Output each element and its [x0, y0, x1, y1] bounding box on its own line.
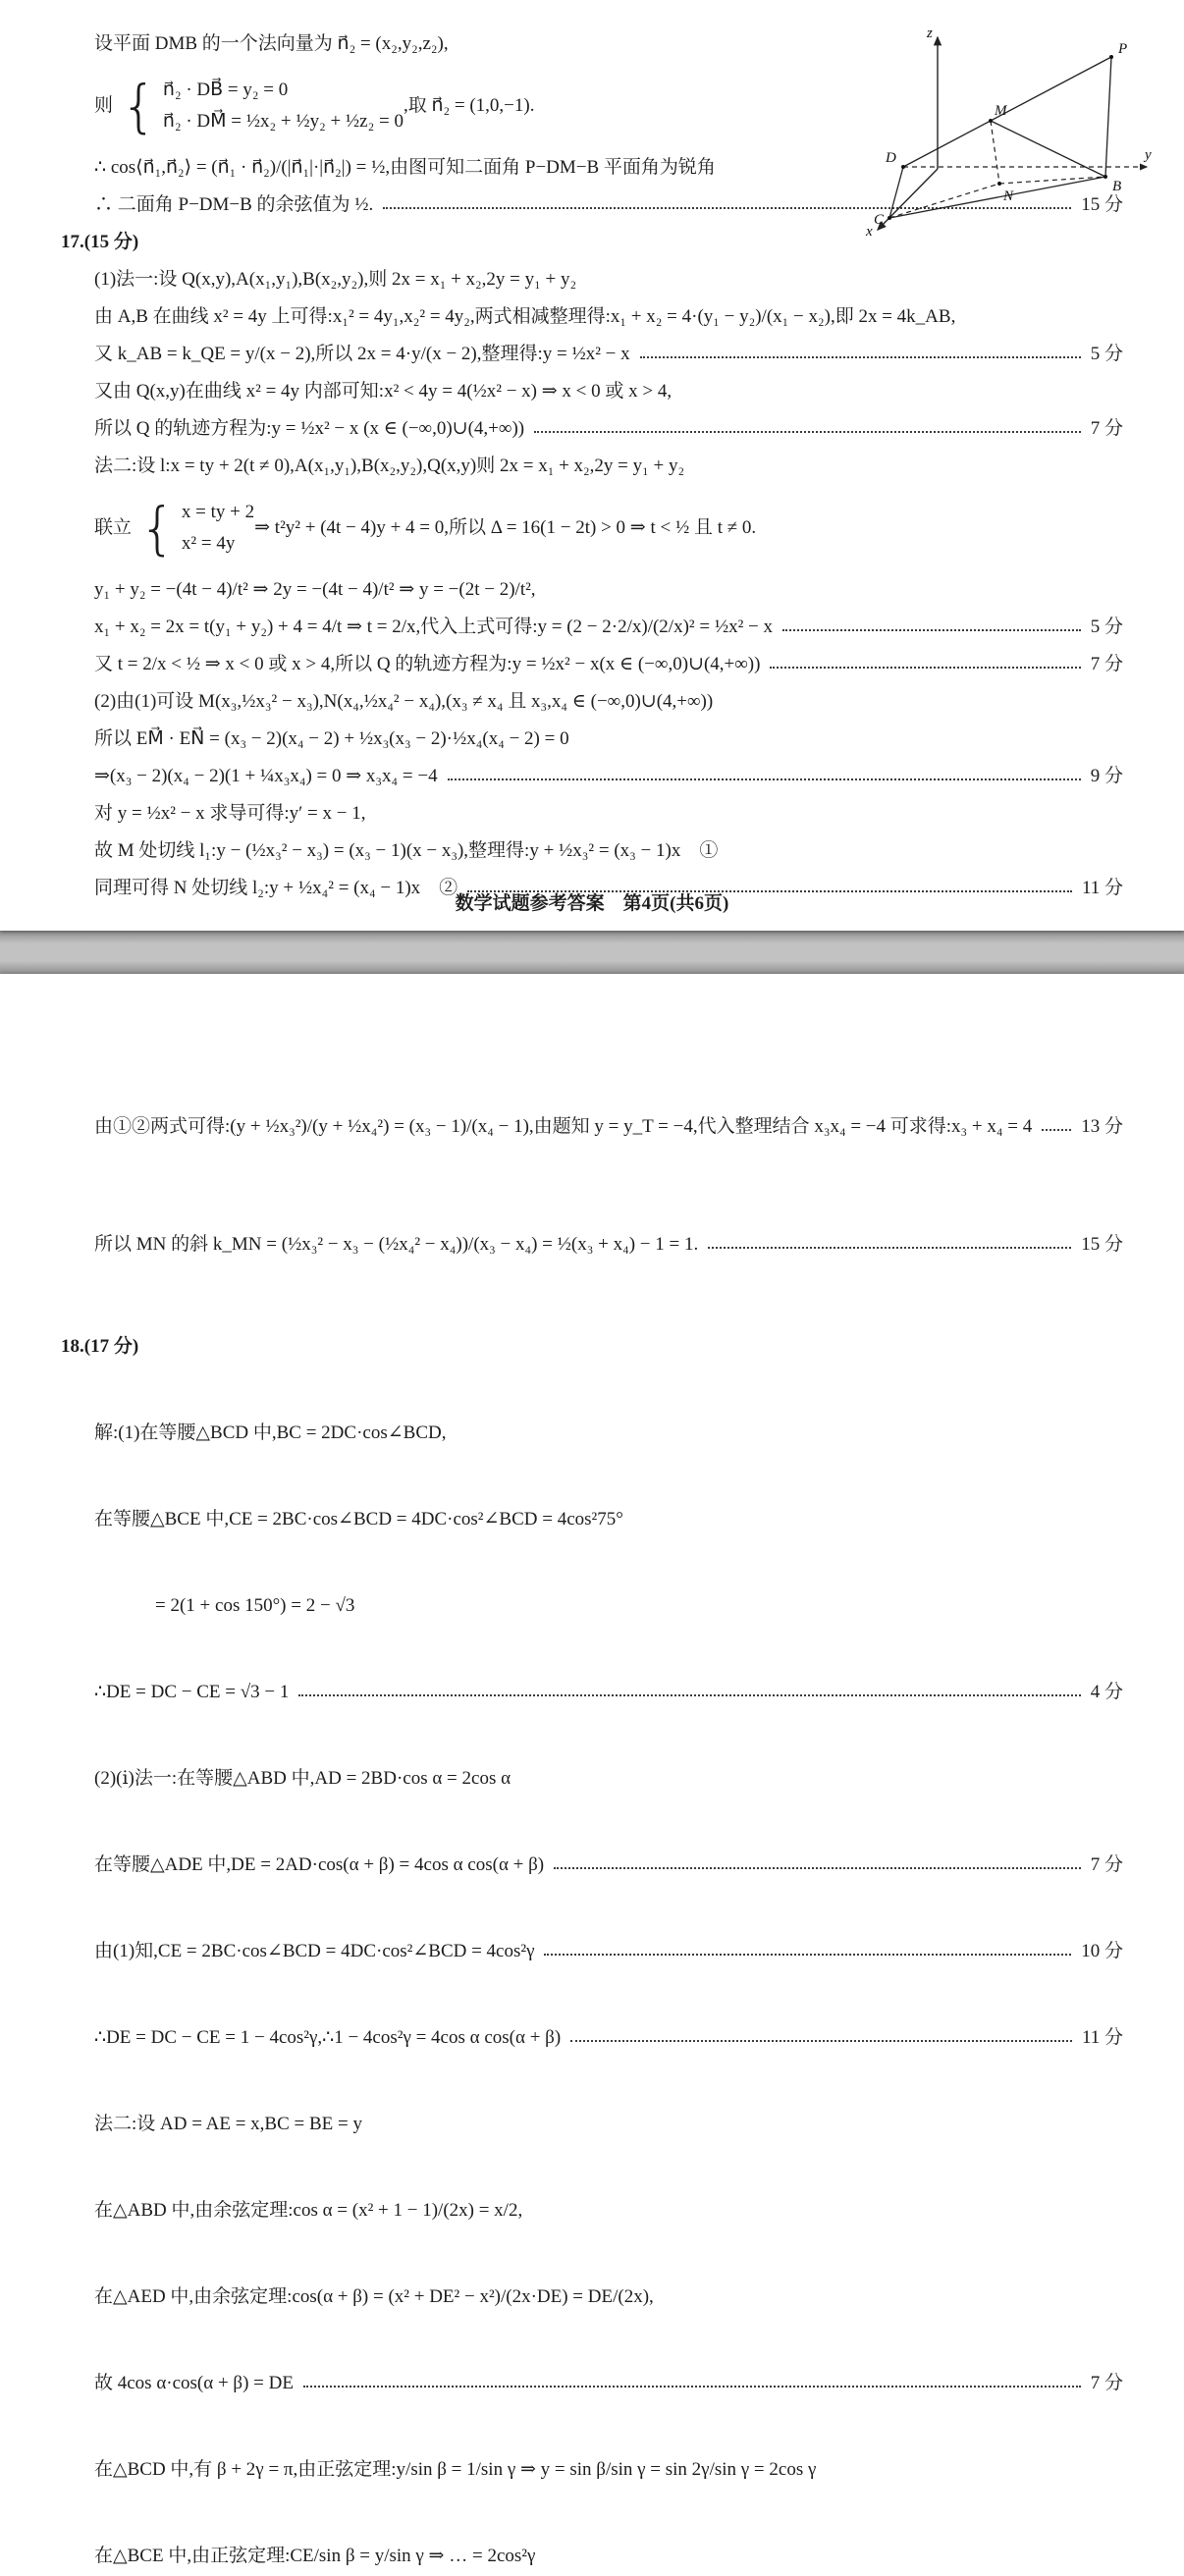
math-text-line [61, 1908, 1123, 1995]
point-label-M: M [995, 103, 1007, 119]
point-N [997, 182, 1001, 186]
score-label: 9 分 [1090, 766, 1123, 787]
page2-content [61, 1068, 1123, 2576]
line-text: (2)由(1)可设 M(x₃,½x₃² − x₃),N(x₄,½x₄² − x₄),(x₃ ≠ x₄ 且 x₃,x₄ ∈ (−∞,0)∪(4,+∞)) [94, 691, 714, 713]
math-text-line [61, 336, 1123, 373]
page-footer: 数学试题参考答案 第4页(共6页) [455, 893, 729, 914]
line-text: = 2(1 + cos 150°) = 2 − √3 [155, 1595, 355, 1617]
line-text: ∴ 二面角 P−DM−B 的余弦值为 ½. [94, 194, 374, 216]
line-text: 法二:设 l:x = ty + 2(t ≠ 0),A(x₁,y₁),B(x₂,y₂),Q(x,y)则 2x = x₁ + x₂,2y = y₁ + y₂ [94, 456, 685, 477]
score-label: 13 分 [1081, 1116, 1123, 1138]
math-text-line [61, 646, 1123, 683]
math-text-line [61, 1649, 1123, 1736]
math-text-line [61, 832, 1123, 870]
line-text: 又 t = 2/x < ½ ⇒ x < 0 或 x > 4,所以 Q 的轨迹方程为:y = ½x² − x(x ∈ (−∞,0)∪(4,+∞)) [94, 654, 761, 675]
line-text: (2)(ⅰ)法一:在等腰△ABD 中,AD = 2BD·cos α = 2cos α [94, 1768, 511, 1790]
cases-suffix: ⇒ t²y² + (4t − 4)y + 4 = 0,所以 Δ = 16(1 − 2t) > 0 ⇒ t < ½ 且 t ≠ 0. [254, 517, 757, 539]
line-text: 由 A,B 在曲线 x² = 4y 上可得:x₁² = 4y₁,x₂² = 4y₂,两式相减整理得:x₁ + x₂ = 4·(y₁ − y₂)/(x₁ − x₂),即 2x = 4k_AB, [94, 306, 956, 328]
line-text: 对 y = ½x² − x 求导可得:y′ = x − 1, [94, 803, 366, 825]
dot-leader [554, 1867, 1081, 1869]
point-label-C: C [874, 212, 885, 228]
line-text: 解:(1)在等腰△BCD 中,BC = 2DC·cos∠BCD, [94, 1422, 447, 1444]
math-text-line [61, 683, 1123, 721]
score-label: 11 分 [1081, 2027, 1123, 2049]
math-text-line [61, 2168, 1123, 2254]
answer-page-5 [0, 974, 1184, 2576]
cases-rows [182, 500, 254, 556]
line-text: 在△BCE 中,由正弦定理:CE/sin β = y/sin γ ⇒ … = 2cos²γ [94, 2546, 536, 2567]
cases-rows [163, 78, 404, 134]
point-B [1103, 175, 1107, 179]
line-text: 所以 MN 的斜 k_MN = (½x₃² − x₃ − (½x₄² − x₄))/(x₃ − x₄) = ½(x₃ + x₄) − 1 = 1. [94, 1234, 699, 1256]
line-text: ∴DE = DC − CE = √3 − 1 [94, 1682, 290, 1703]
math-text-line [61, 448, 1123, 485]
point-label-D: D [886, 150, 896, 166]
line-text: 在△BCD 中,有 β + 2γ = π,由正弦定理:y/sin β = 1/sin γ ⇒ y = sin β/sin γ = sin 2γ/sin γ = 2cos γ [94, 2459, 817, 2481]
axis-x-label: x [866, 224, 873, 238]
line-text: 所以 Q 的轨迹方程为:y = ½x² − x (x ∈ (−∞,0)∪(4,+∞)) [94, 418, 525, 440]
dot-leader [708, 1247, 1071, 1249]
edge-DP [903, 57, 1111, 167]
math-text-line [61, 2081, 1123, 2168]
line-text: 17.(15 分) [61, 232, 139, 253]
math-text-line [61, 1822, 1123, 1908]
math-text-line [61, 2513, 1123, 2576]
point-C [888, 216, 891, 220]
line-text: 故 4cos α·cos(α + β) = DE [94, 2373, 294, 2394]
line-text: 又由 Q(x,y)在曲线 x² = 4y 内部可知:x² < 4y = 4(½x² − x) ⇒ x < 0 或 x > 4, [94, 381, 673, 402]
cases-row: x² = 4y [181, 533, 236, 554]
line-text: 18.(17 分) [61, 1336, 139, 1358]
math-text-line [61, 1304, 1123, 1390]
dot-leader [570, 2040, 1072, 2042]
point-D [901, 165, 905, 169]
math-text-line [61, 410, 1123, 448]
math-text-line [61, 1995, 1123, 2081]
geometry-svg [844, 22, 1158, 238]
left-brace-glyph: { [121, 72, 157, 139]
line-text: 在△ABD 中,由余弦定理:cos α = (x² + 1 − 1)/(2x) = x/2, [94, 2200, 523, 2222]
math-text-line [61, 1563, 1123, 1649]
edge-MB [991, 121, 1105, 177]
dot-leader [448, 778, 1081, 780]
math-text-line [61, 1476, 1123, 1563]
line-text: (1)法一:设 Q(x,y),A(x₁,y₁),B(x₂,y₂),则 2x = x₁ + x₂,2y = y₁ + y₂ [94, 269, 577, 291]
line-text: 在等腰△ADE 中,DE = 2AD·cos(α + β) = 4cos α cos(α + β) [94, 1854, 545, 1876]
cases-prefix: 则 [94, 95, 114, 117]
point-P [1109, 55, 1113, 59]
edge-CB [889, 177, 1105, 218]
point-label-B: B [1112, 179, 1122, 194]
line-text: 由(1)知,CE = 2BC·cos∠BCD = 4DC·cos²∠BCD = 4cos²γ [94, 1941, 535, 1962]
line-text: ∴ cos⟨n⃗₁,n⃗₂⟩ = (n⃗₁ · n⃗₂)/(|n⃗₁|·|n⃗₂|) = ½,由图可知二面角 P−DM−B 平面角为锐角 [94, 157, 716, 179]
axis-z-label: z [927, 26, 933, 41]
line-text: ⇒(x₃ − 2)(x₄ − 2)(1 + ¼x₃x₄) = 0 ⇒ x₃x₄ = −4 [94, 766, 438, 787]
line-text: 在△AED 中,由余弦定理:cos(α + β) = (x² + DE² − x²)/(2x·DE) = DE/(2x), [94, 2286, 654, 2308]
math-text-line [61, 795, 1123, 832]
score-label: 7 分 [1090, 654, 1123, 675]
score-label: 15 分 [1081, 1234, 1123, 1256]
cases-suffix: ,取 n⃗₂ = (1,0,−1). [403, 95, 535, 117]
dot-leader [770, 667, 1080, 669]
math-text-line [61, 1736, 1123, 1822]
point-label-P: P [1118, 41, 1128, 57]
point-label-N: N [1003, 188, 1014, 204]
score-label: 11 分 [1081, 878, 1123, 899]
x-axis [878, 169, 938, 230]
line-text: y₁ + y₂ = −(4t − 4)/t² ⇒ 2y = −(4t − 4)/t² ⇒ y = −(2t − 2)/t², [94, 579, 536, 601]
math-text-line [61, 298, 1123, 336]
dot-leader [782, 629, 1081, 631]
math-text-line [61, 2340, 1123, 2427]
point-M [989, 119, 993, 123]
dot-leader [534, 431, 1081, 433]
page-gap [0, 931, 1184, 974]
line-text: 在等腰△BCE 中,CE = 2BC·cos∠BCD = 4DC·cos²∠BCD = 4cos²75° [94, 1509, 623, 1530]
math-text-line [61, 609, 1123, 646]
dot-leader [544, 1954, 1071, 1956]
dot-leader [640, 356, 1081, 358]
line-text: 故 M 处切线 l₁:y − (½x₃² − x₃) = (x₃ − 1)(x − x₃),整理得:y + ½x₃² = (x₃ − 1)x ① [94, 840, 719, 862]
cases-row: n⃗₂ · DM⃗ = ½x₂ + ½y₂ + ½z₂ = 0 [162, 111, 404, 132]
score-label: 7 分 [1090, 2373, 1123, 2394]
answer-page-4 [0, 0, 1184, 931]
solid-geometry-figure [844, 22, 1158, 238]
line-text: 设平面 DMB 的一个法向量为 n⃗₂ = (x₂,y₂,z₂), [94, 33, 449, 55]
line-text: 法二:设 AD = AE = x,BC = BE = y [94, 2114, 362, 2135]
line-text: x₁ + x₂ = 2x = t(y₁ + y₂) + 4 = 4/t ⇒ t = 2/x,代入上式可得:y = (2 − 2·2/x)/(2/x)² = ½x² − x [94, 617, 773, 638]
score-label: 15 分 [1081, 194, 1123, 216]
math-text-line [61, 373, 1123, 410]
score-label: 7 分 [1090, 1854, 1123, 1876]
math-cases-line [61, 485, 1123, 571]
score-label: 4 分 [1090, 1682, 1123, 1703]
edge-PB [1105, 57, 1111, 177]
left-brace-glyph: { [139, 494, 176, 562]
math-text-line [61, 2254, 1123, 2340]
score-label: 10 分 [1081, 1941, 1123, 1962]
axis-y-label: y [1145, 147, 1152, 163]
math-text-line [61, 261, 1123, 298]
line-text: 又 k_AB = k_QE = y/(x − 2),所以 2x = 4·y/(x − 2),整理得:y = ½x² − x [94, 344, 630, 365]
score-label: 5 分 [1090, 617, 1123, 638]
line-text: 同理可得 N 处切线 l₂:y + ½x₄² = (x₄ − 1)x ② [94, 878, 458, 899]
line-text: 由①②两式可得:(y + ½x₃²)/(y + ½x₄²) = (x₃ − 1)/(x₄ − 1),由题知 y = y_T = −4,代入整理结合 x₃x₄ = −4 可求得:x₃ + x₄ = 4 [94, 1116, 1033, 1138]
segment-MN [991, 121, 999, 184]
math-text-line [61, 721, 1123, 758]
dot-leader [303, 2386, 1081, 2388]
math-text-line [61, 571, 1123, 609]
math-text-line [61, 1186, 1123, 1304]
cases-row: x = ty + 2 [181, 502, 255, 523]
cases-prefix: 联立 [94, 517, 133, 539]
math-text-line [61, 1390, 1123, 1476]
dot-leader [298, 1694, 1080, 1696]
line-text: 所以 EM⃗ · EN⃗ = (x₃ − 2)(x₄ − 2) + ½x₃(x₃ − 2)·½x₄(x₄ − 2) = 0 [94, 728, 569, 750]
score-label: 7 分 [1090, 418, 1123, 440]
math-text-line [61, 2427, 1123, 2513]
math-text-line [61, 758, 1123, 795]
dot-leader [1042, 1129, 1071, 1131]
line-text: ∴DE = DC − CE = 1 − 4cos²γ,∴1 − 4cos²γ = 4cos α cos(α + β) [94, 2027, 562, 2049]
math-text-line [61, 1068, 1123, 1186]
score-label: 5 分 [1090, 344, 1123, 365]
cases-row: n⃗₂ · DB⃗ = y₂ = 0 [162, 80, 289, 101]
